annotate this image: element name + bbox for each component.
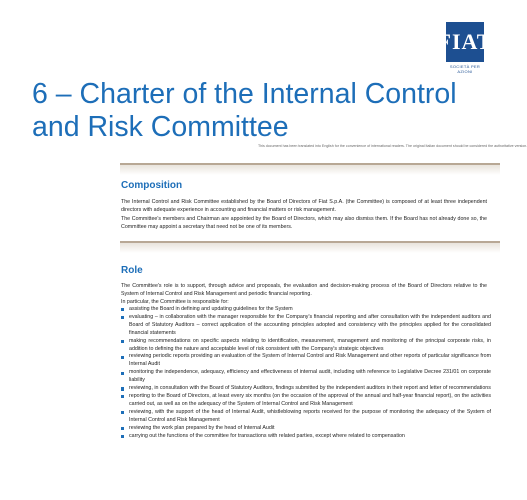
list-item: assisting the Board in defining and updating guidelines for the System: [121, 306, 491, 314]
responsibilities-list: [121, 306, 491, 440]
role-paragraph-1: The Committee's role is to support, through advice and proposals, the evaluation and decision-making process of the Board of Directors relative to the System of Internal Control and Risk Management and periodic financial reporting.: [121, 283, 487, 298]
page-title: 6 – Charter of the Internal Control and Risk Committee: [32, 78, 457, 143]
bullet-square-icon: [121, 340, 124, 343]
bullet-square-icon: [121, 387, 124, 390]
heading-composition: Composition: [121, 180, 183, 191]
role-paragraph-2: In particular, the Committee is responsible for:: [121, 299, 229, 305]
list-item: reviewing, in consultation with the Board of Statutory Auditors, findings submitted by the independent auditors in their report and letter of recommendations: [121, 385, 491, 393]
logo-text: FIAT: [437, 29, 493, 54]
heading-role: Role: [121, 265, 143, 276]
list-item: reviewing, with the support of the head of Internal Audit, whistleblowing reports received for the purpose of monitoring the adequacy of the System of Internal Control and Risk Management: [121, 409, 491, 425]
section-shade: [120, 165, 500, 175]
bullet-square-icon: [121, 427, 124, 430]
bullet-square-icon: [121, 372, 124, 375]
bullet-square-icon: [121, 308, 124, 311]
list-item: monitoring the independence, adequacy, efficiency and effectiveness of internal audit, including with reference to Legislative Decree 231/01 on corporate liability: [121, 369, 491, 385]
bullet-square-icon: [121, 356, 124, 359]
list-item: reviewing the work plan prepared by the head of Internal Audit: [121, 425, 491, 433]
fiat-logo: [437, 22, 493, 78]
translation-note: This document has been translated into English for the convenience of international readers. The original Italian document should be considered the authoritative version.: [258, 144, 527, 148]
list-item: carrying out the functions of the committee for transactions with related parties, except where related to compensation: [121, 433, 491, 441]
logo-tagline: SOCIETÀ PER AZIONI: [449, 64, 481, 74]
bullet-square-icon: [121, 395, 124, 398]
bullet-square-icon: [121, 411, 124, 414]
fiat-logo-mark: [437, 22, 493, 62]
bullet-square-icon: [121, 316, 124, 319]
list-item: making recommendations on specific aspects relating to identification, measurement, management and monitoring of the principal corporate risks, in addition to defining the nature and acceptable level of risk consistent with the Company's strategic objectives: [121, 338, 491, 354]
list-item: reporting to the Board of Directors, at least every six months (on the occasion of the approval of the annual and half-year financial report), on the activities carried out, as well as on the adequacy of the System of Internal Control and Risk Management: [121, 393, 491, 409]
bullet-square-icon: [121, 435, 124, 438]
section-shade: [120, 243, 500, 253]
composition-paragraph-1: The Internal Control and Risk Committee established by the Board of Directors of Fiat S.p.A. (the Committee) is composed of at least three independent directors with adequate experience in accounting and financial matters or risk management.: [121, 199, 487, 214]
composition-paragraph-2: The Committee's members and Chairman are appointed by the Board of Directors, which may also dismiss them. If the Board has not already done so, the Committee may appoint a secretary that need not be one of its members.: [121, 216, 487, 231]
list-item: reviewing periodic reports providing an evaluation of the System of Internal Control and Risk Management and other reports of particular significance from Internal Audit: [121, 353, 491, 369]
list-item: evaluating – in collaboration with the manager responsible for the Company's financial reporting and after consultation with the independent auditors and Board of Statutory Auditors – correct application of the accounting principles adopted and consistency with the principles applied for the consolidated financial statements: [121, 314, 491, 338]
